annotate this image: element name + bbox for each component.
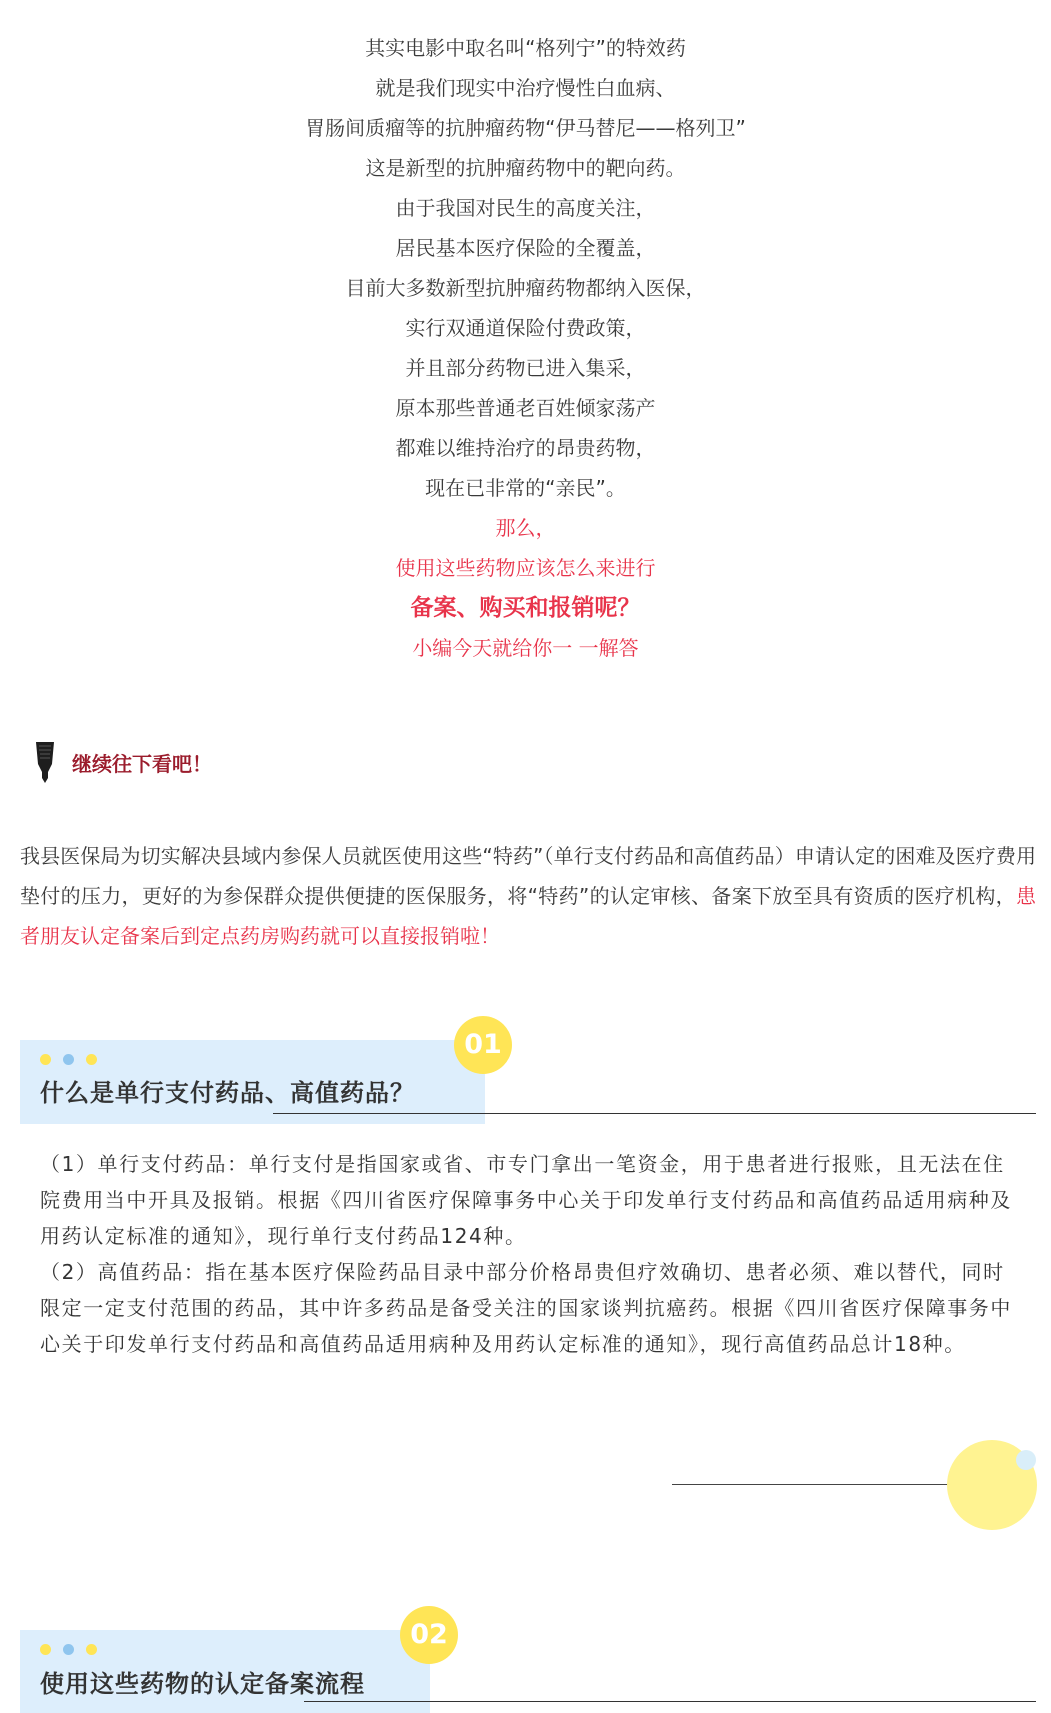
dot-icon xyxy=(40,1644,51,1655)
poem-line: 原本那些普通老百姓倾家荡产 xyxy=(395,396,656,420)
intro-text: 我县医保局为切实解决县域内参保人员就医使用这些“特药”（单行支付药品和高值药品）申请认定的困难及医疗费用垫付的压力，更好的为参保群众提供便捷的医保服务，将“特药”的认定审核、备案下放至具有资质的医疗机构， xyxy=(20,844,1036,908)
decor-small-circle xyxy=(1016,1450,1036,1470)
poem-line: 并且部分药物已进入集采， xyxy=(405,356,646,380)
poem-line: 使用这些药物应该怎么来进行 xyxy=(395,556,656,580)
section-2-underline xyxy=(304,1701,1036,1702)
poem-line: 小编今天就给你一 一解答 xyxy=(412,636,639,660)
section-2-title: 使用这些药物的认定备案流程 xyxy=(40,1670,365,1698)
poem-line: 实行双通道保险付费政策， xyxy=(405,316,646,340)
poem-line: 其实电影中取名叫“格列宁”的特效药 xyxy=(365,36,686,60)
dot-icon xyxy=(63,1054,74,1065)
section-1-paragraph: （2）高值药品：指在基本医疗保险药品目录中部分价格昂贵但疗效确切、患者必须、难以替代，同时限定一定支付范围的药品，其中许多药品是备受关注的国家谈判抗癌药。根据《四川省医疗保障事务中心关于印发单行支付药品和高值药品适用病种及用药认定标准的通知》，现行高值药品总计18种。 xyxy=(40,1260,1012,1356)
dot-icon xyxy=(86,1054,97,1065)
poem-line: 这是新型的抗肿瘤药物中的靶向药。 xyxy=(365,156,686,180)
continue-reading xyxy=(34,740,212,784)
poem-line: 居民基本医疗保险的全覆盖， xyxy=(395,236,656,260)
intro-highlight: 患者朋友认定备案后到定点药房购药就可以直接报销啦！ xyxy=(20,884,1036,948)
poem-line: 那么， xyxy=(495,516,556,540)
decor-divider xyxy=(672,1484,976,1485)
section-1-underline xyxy=(273,1113,1036,1114)
dot-icon xyxy=(63,1644,74,1655)
poem-line: 现在已非常的“亲民”。 xyxy=(425,476,626,500)
poem-line: 就是我们现实中治疗慢性白血病、 xyxy=(375,76,676,100)
section-2-number: 02 xyxy=(400,1606,458,1664)
intro-paragraph xyxy=(20,836,1036,956)
section-1-paragraph: （1）单行支付药品：单行支付是指国家或省、市专门拿出一笔资金，用于患者进行报账，且无法在住院费用当中开具及报销。根据《四川省医疗保障事务中心关于印发单行支付药品和高值药品适用病种及用药认定标准的通知》，现行单行支付药品124种。 xyxy=(40,1152,1012,1248)
poem-line: 备案、购买和报销呢？ xyxy=(410,595,641,621)
poem-line: 胃肠间质瘤等的抗肿瘤药物“伊马替尼——格列卫” xyxy=(305,116,746,140)
poem-line: 目前大多数新型抗肿瘤药物都纳入医保， xyxy=(345,276,706,300)
section-1-title: 什么是单行支付药品、高值药品？ xyxy=(40,1079,415,1107)
dot-icon xyxy=(40,1054,51,1065)
section-1-header xyxy=(20,1016,1036,1136)
microphone-icon xyxy=(34,740,56,784)
poem-line: 由于我国对民生的高度关注， xyxy=(395,196,656,220)
decor-dots xyxy=(40,1054,97,1065)
section-2-header xyxy=(20,1606,1036,1713)
section-1-title-box xyxy=(20,1040,485,1124)
continue-label: 继续往下看吧！ xyxy=(72,751,212,776)
section-1-body xyxy=(40,1146,1015,1362)
intro-poem xyxy=(0,28,1051,668)
decor-dots xyxy=(40,1644,97,1655)
section-1-number: 01 xyxy=(454,1016,512,1074)
poem-line: 都难以维持治疗的昂贵药物， xyxy=(395,436,656,460)
dot-icon xyxy=(86,1644,97,1655)
